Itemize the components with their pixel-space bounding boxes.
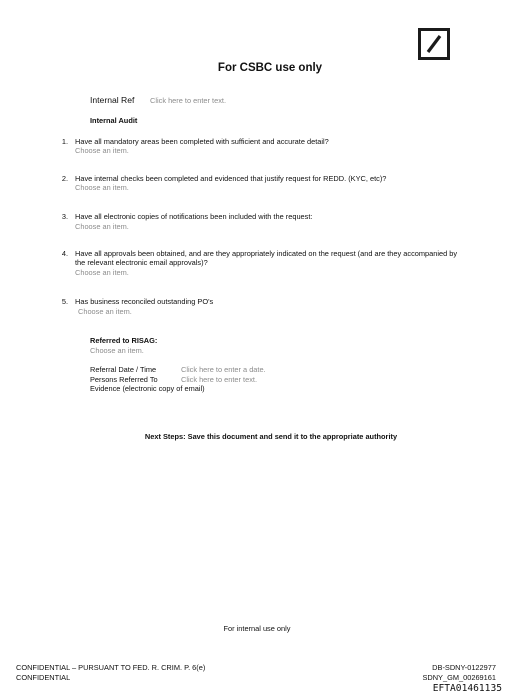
- question-2-dropdown[interactable]: Choose an item.: [75, 183, 129, 192]
- risag-heading: Referred to RISAG:: [90, 336, 158, 345]
- question-number: 5.: [61, 297, 68, 306]
- question-number: 1.: [61, 137, 68, 146]
- page-title: For CSBC use only: [217, 62, 323, 74]
- question-4-dropdown[interactable]: Choose an item.: [75, 268, 129, 277]
- question-text: Has business reconciled outstanding PO's: [75, 297, 214, 306]
- internal-audit-heading: Internal Audit: [90, 116, 138, 125]
- document-id: DB-SDNY-0122977: [432, 663, 496, 672]
- bates-number: EFTA01461135: [432, 683, 502, 694]
- internal-use-note: For internal use only: [223, 624, 291, 633]
- evidence-label: Evidence (electronic copy of email): [90, 384, 205, 393]
- referral-date-field[interactable]: Click here to enter a date.: [181, 365, 266, 374]
- question-text: Have internal checks been completed and evidenced that justify request for REDD. (KYC, etc)?: [75, 174, 387, 183]
- question-1-dropdown[interactable]: Choose an item.: [75, 146, 129, 155]
- question-number: 4.: [61, 249, 68, 258]
- confidential-label: CONFIDENTIAL: [16, 673, 71, 682]
- persons-referred-field[interactable]: Click here to enter text.: [181, 375, 257, 384]
- question-number: 3.: [61, 212, 68, 221]
- risag-dropdown[interactable]: Choose an item.: [90, 346, 144, 355]
- deutsche-bank-slash-logo-icon: [418, 28, 450, 60]
- question-3-dropdown[interactable]: Choose an item.: [75, 222, 129, 231]
- referral-date-label: Referral Date / Time: [90, 365, 157, 374]
- next-steps-note: Next Steps: Save this document and send it to the appropriate authority: [144, 432, 398, 441]
- persons-referred-label: Persons Referred To: [90, 375, 158, 384]
- question-5-dropdown[interactable]: Choose an item.: [78, 307, 132, 316]
- question-text: Have all mandatory areas been completed with sufficient and accurate detail?: [75, 137, 329, 146]
- question-number: 2.: [61, 174, 68, 183]
- document-id-secondary: SDNY_GM_00269161: [422, 673, 496, 682]
- internal-ref-label: Internal Ref: [90, 95, 135, 105]
- question-text: Have all approvals been obtained, and are they appropriately indicated on the request (and are they accompanied by the relevant electronic email approvals)?: [75, 249, 458, 268]
- confidential-notice: CONFIDENTIAL – PURSUANT TO FED. R. CRIM. P. 6(e): [16, 663, 206, 672]
- question-text: Have all electronic copies of notifications been included with the request:: [75, 212, 313, 221]
- internal-ref-field[interactable]: Click here to enter text.: [150, 96, 226, 105]
